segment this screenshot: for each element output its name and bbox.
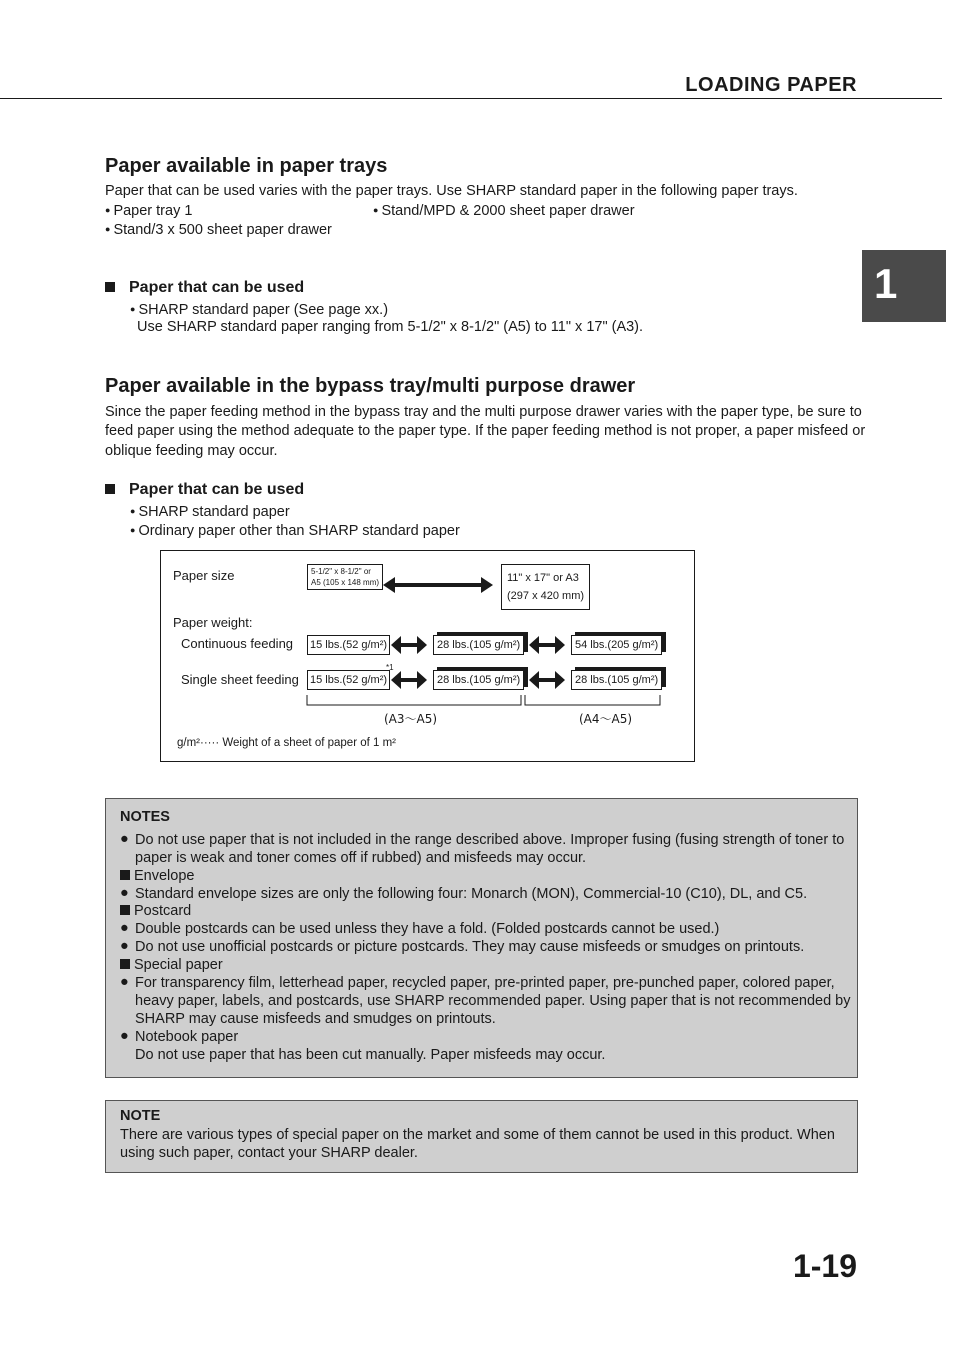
note-text: There are various types of special paper on the market and some of them cannot be used in this product. When bbox=[120, 1127, 835, 1143]
square-bullet-icon bbox=[120, 870, 130, 880]
weight-box: 28 lbs.(105 g/m²) bbox=[433, 670, 524, 690]
paper-item: ● Ordinary paper other than SHARP standard paper bbox=[130, 521, 460, 542]
note-text: Standard envelope sizes are only the following four: Monarch (MON), Commercial-10 (C10), DL, and C5. bbox=[135, 886, 808, 902]
note-category: Special paper bbox=[120, 956, 223, 974]
square-bullet-icon bbox=[120, 959, 130, 969]
bullet-icon: ● bbox=[120, 1028, 129, 1044]
notes-title: NOTES bbox=[120, 809, 170, 825]
weight-box: 54 lbs.(205 g/m²) bbox=[571, 635, 662, 655]
bullet-icon: ● bbox=[120, 974, 129, 990]
note-box bbox=[105, 1100, 858, 1173]
section-heading-bypass-tray: Paper available in the bypass tray/multi purpose drawer bbox=[105, 375, 636, 397]
note-text: Notebook paper bbox=[135, 1029, 239, 1045]
weight-box: 15 lbs.(52 g/m²) bbox=[307, 635, 390, 655]
square-bullet-icon bbox=[105, 282, 115, 292]
subheading-paper-usable: Paper that can be used bbox=[105, 481, 304, 499]
bullet-icon: ● bbox=[120, 920, 129, 936]
note-text: heavy paper, labels, and postcards, use SHARP recommended paper. Using paper that is not recommended by bbox=[135, 993, 851, 1009]
note-text: SHARP may cause misfeeds and smudges on printouts. bbox=[135, 1011, 496, 1027]
bullet-icon: ● bbox=[120, 831, 129, 847]
note-category: Envelope bbox=[120, 867, 194, 885]
section-intro: Paper that can be used varies with the paper trays. Use SHARP standard paper in the following paper trays. bbox=[105, 183, 798, 199]
size-range-arrow-icon bbox=[383, 575, 493, 595]
note-text: using such paper, contact your SHARP dealer. bbox=[120, 1145, 418, 1161]
running-header: LOADING PAPER bbox=[685, 74, 857, 96]
note-text: Double postcards can be used unless they have a fold. (Folded postcards cannot be used.) bbox=[135, 921, 720, 937]
paper-item-detail: Use SHARP standard paper ranging from 5-1/2" x 8-1/2" (A5) to 11" x 17" (A3). bbox=[137, 319, 644, 335]
section-intro-line: Since the paper feeding method in the bypass tray and the multi purpose drawer varies with the paper type, be sure to bbox=[105, 404, 862, 420]
section-intro-line: feed paper using the method adequate to the paper type. If the paper feeding method is not proper, a paper misfeed or bbox=[105, 423, 866, 439]
weight-box: 15 lbs.(52 g/m²) bbox=[307, 670, 390, 690]
paper-item: ● SHARP standard paper (See page xx.) bbox=[130, 300, 388, 321]
notes-box bbox=[105, 798, 858, 1078]
paper-spec-diagram bbox=[160, 550, 695, 762]
unit-note: g/m²····· Weight of a sheet of paper of 1 m² bbox=[177, 737, 397, 749]
weight-range-arrow-icon bbox=[391, 635, 427, 655]
max-size-box: 11" x 17" or A3 (297 x 420 mm) bbox=[501, 564, 590, 610]
note-text: paper is weak and toner comes off if rubbed) and misfeeds may occur. bbox=[135, 850, 587, 866]
chapter-number: 1 bbox=[874, 260, 898, 307]
range-bracket bbox=[306, 693, 666, 707]
section-heading-paper-trays: Paper available in paper trays bbox=[105, 155, 388, 177]
tray-item: ● Stand/3 x 500 sheet paper drawer bbox=[105, 220, 332, 241]
note-title: NOTE bbox=[120, 1108, 161, 1124]
paper-weight-label: Paper weight: bbox=[173, 615, 253, 630]
note-category: Postcard bbox=[120, 902, 191, 920]
range-label: (A3～A5) bbox=[384, 712, 438, 726]
footnote-mark: *1 bbox=[386, 663, 394, 672]
range-label: (A4～A5) bbox=[579, 712, 633, 726]
weight-box: 28 lbs.(105 g/m²) bbox=[571, 670, 662, 690]
tray-item: ● Stand/MPD & 2000 sheet paper drawer bbox=[373, 201, 635, 222]
weight-range-arrow-icon bbox=[529, 635, 565, 655]
chapter-tab bbox=[862, 250, 946, 322]
note-text: Do not use paper that is not included in the range described above. Improper fusing (fusing strength of toner to bbox=[135, 832, 845, 848]
subheading-paper-usable: Paper that can be used bbox=[105, 279, 304, 297]
note-text: Do not use unofficial postcards or picture postcards. They may cause misfeeds or smudges on printouts. bbox=[135, 939, 805, 955]
tray-item: ● Paper tray 1 bbox=[105, 201, 192, 222]
bullet-icon: ● bbox=[120, 885, 129, 901]
page-number: 1-19 bbox=[792, 1248, 857, 1284]
square-bullet-icon bbox=[120, 905, 130, 915]
weight-range-arrow-icon bbox=[391, 670, 427, 690]
section-intro-line: oblique feeding may occur. bbox=[105, 443, 278, 459]
single-feeding-label: Single sheet feeding bbox=[181, 672, 299, 687]
header-rule bbox=[0, 98, 942, 99]
weight-range-arrow-icon bbox=[529, 670, 565, 690]
continuous-feeding-label: Continuous feeding bbox=[181, 636, 294, 651]
bullet-icon: ● bbox=[120, 938, 129, 954]
paper-item: ● SHARP standard paper bbox=[130, 502, 290, 523]
min-size-box: 5-1/2" x 8-1/2" or A5 (105 x 148 mm) bbox=[307, 564, 383, 590]
weight-box: 28 lbs.(105 g/m²) bbox=[433, 635, 524, 655]
note-text: For transparency film, letterhead paper, recycled paper, pre-printed paper, pre-punched paper, colored paper, bbox=[135, 975, 835, 991]
paper-size-label: Paper size bbox=[173, 568, 235, 583]
note-text: Do not use paper that has been cut manually. Paper misfeeds may occur. bbox=[135, 1047, 606, 1063]
square-bullet-icon bbox=[105, 484, 115, 494]
